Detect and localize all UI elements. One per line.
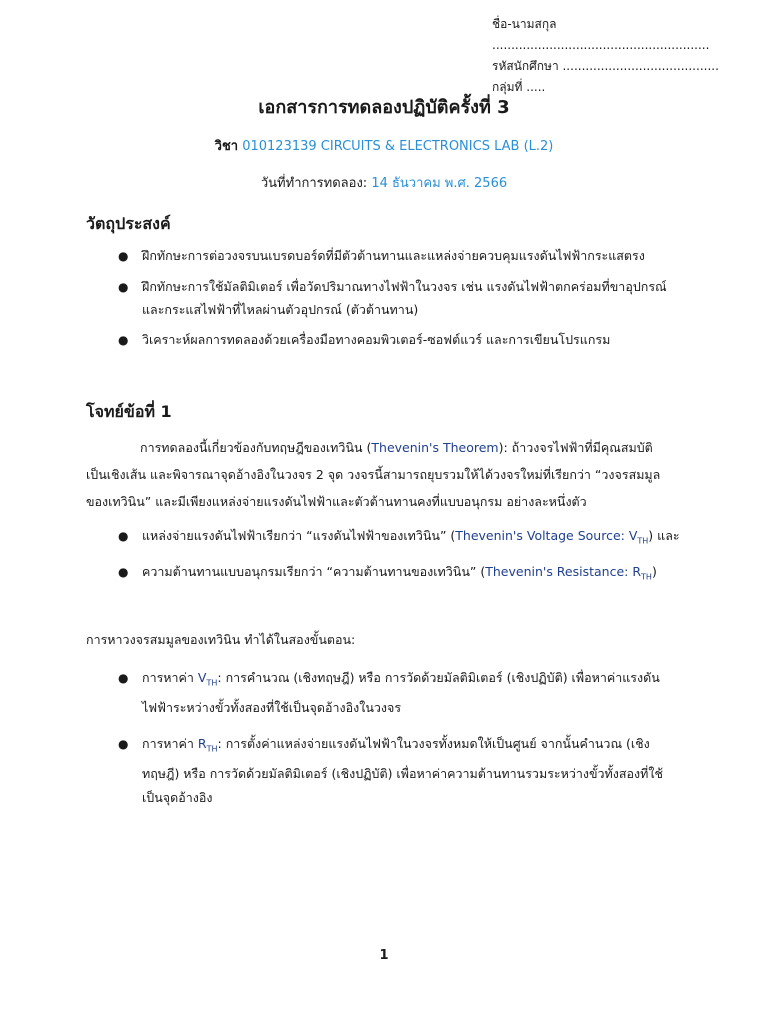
problem-1-heading: โจทย์ข้อที่ 1 [86, 402, 172, 421]
problem-1-intro: การทดลองนี้เกี่ยวข้องกับทฤษฎีของเทวินิน (Thevenin's Theorem): ถ้าวงจรไฟฟ้าที่มีคุณสมบัติ เป็นเชิงเส้น และพิจารณาจุดอ้างอิงในวงจร 2 จุด วงจรนี้สามารถยุบรวมให้ได้วงจรใหม่ที่เรียกว่า “วงจรสมมูล ของเทวินิน” และมีเพียงแหล่งจ่ายแรงดันไฟฟ้าและตัวต้านทานคงที่แบบอนุกรม อย่างละหนึ่งตัว [86, 440, 661, 509]
date-value: 14 ธันวาคม พ.ศ. 2566 [371, 176, 508, 191]
document-page: ชื่อ-นามสกุล ......................................................... รหัสนักศึกษา ......................................... กลุ่มที่ ..... เอกสารการทดลองปฏิบัติครั้งที่ 3 วิชา 010123139 CIRCUITS & ELECTRONICS LAB (L.2) วันที่ทำการทดลอง: 14 ธันวาคม พ.ศ. 2566 วัตถุประสงค์ ● ฝึกทักษะการต่อวงจรบนเบรดบอร์ดที่มีตัวต้านทานและแหล่งจ่ายควบคุมแรงดันไฟฟ้ากระแสตรง ● ฝึกทักษะการใช้มัลติมิเตอร์ เพื่อวัดปริมาณทางไฟฟ้าในวงจร เช่น แรงดันไฟฟ้าตกคร่อมที่ขาอุปกรณ์ และกระแสไฟฟ้าที่ไหลผ่านตัวอุปกรณ์ (ตัวต้านทาน) ● วิเคราะห์ผลการทดลองด้วยเครื่องมือทางคอมพิวเตอร์-ซอฟต์แวร์ และการเขียนโปรแกรม โจทย์ข้อที่ 1 การทดลองนี้เกี่ยวข้องกับทฤษฎีของเทวินิน (Thevenin's Theorem): ถ้าวงจรไฟฟ้าที่มีคุณสมบัติ เป็นเชิงเส้น และพิจารณาจุดอ้างอิงในวงจร 2 จุด วงจรนี้สามารถยุบรวมให้ได้วงจรใหม่ที่เรียกว่า “วงจรสมมูล ของเทวินิน” และมีเพียงแหล่งจ่ายแรงดันไฟฟ้าและตัวต้านทานคงที่แบบอนุกรม อย่างละหนึ่งตัว ● แหล่งจ่ายแรงดันไฟฟ้าเรียกว่า “แรงดันไฟฟ้าของเทวินิน” (Thevenin's Voltage Source: $V_{TH}$) และ ● ความต้านทานแบบอนุกรมเรียกว่า “ความต้านทานของเทวินิน” (Thevenin's Resistance: $R_{TH}$) การหาวงจรสมมูลของเทวินิน ทำได้ในสองขั้นตอน: ● การหาค่า $V_{TH}$: การคำนวณ (เชิงทฤษฎี) หรือ การวัดด้วยมัลติมิเตอร์ (เชิงปฏิบัติ) เพื่อหาค่าแรงดัน ไฟฟ้าระหว่างขั้วทั้งสองที่ใช้เป็นจุดอ้างอิงในวงจร ● การหาค่า $R_{TH}$: การตั้งค่าแหล่งจ่ายแรงดันไฟฟ้าในวงจรทั้งหมดให้เป็นศูนย์ จากนั้นคำนวณ (เชิง ทฤษฎี) หรือ การวัดด้วยมัลติมิเตอร์ (เชิงปฏิบัติ) เพื่อหาค่าความต้านทานรวมระหว่างขั้วทั้งสองที่ใช้ เป็นจุดอ้างอิง 1 [0, 0, 768, 1024]
course-code-name: 010123139 CIRCUITS & ELECTRONICS LAB (L.2) [242, 139, 554, 154]
bullet-icon: ● [118, 333, 129, 347]
bullet-icon: ● [118, 249, 129, 263]
thevenin-theorem-term: Thevenin's Theorem [371, 440, 499, 455]
steps-intro: การหาวงจรสมมูลของเทวินิน ทำได้ในสองขั้นตอน: [86, 632, 356, 647]
bullet-icon: ● [118, 529, 129, 543]
bullet-icon: ● [118, 280, 129, 294]
bullet-icon: ● [118, 671, 129, 685]
bullet-icon: ● [118, 565, 129, 579]
course-label: วิชา [214, 139, 239, 154]
student-info-fields [492, 14, 730, 98]
date-label: วันที่ทำการทดลอง: [260, 176, 368, 191]
experiment-date-line [0, 172, 768, 193]
name-field-line[interactable]: ชื่อ-นามสกุล ......................................................... [492, 17, 710, 52]
bullet-icon: ● [118, 737, 129, 751]
document-title: เอกสารการทดลองปฏิบัติครั้งที่ 3 [258, 97, 510, 118]
page-number: 1 [379, 948, 389, 963]
objectives-heading: วัตถุประสงค์ [86, 214, 171, 233]
course-line [0, 135, 768, 156]
student-id-group-line[interactable]: รหัสนักศึกษา ......................................... กลุ่มที่ ..... [492, 59, 719, 94]
